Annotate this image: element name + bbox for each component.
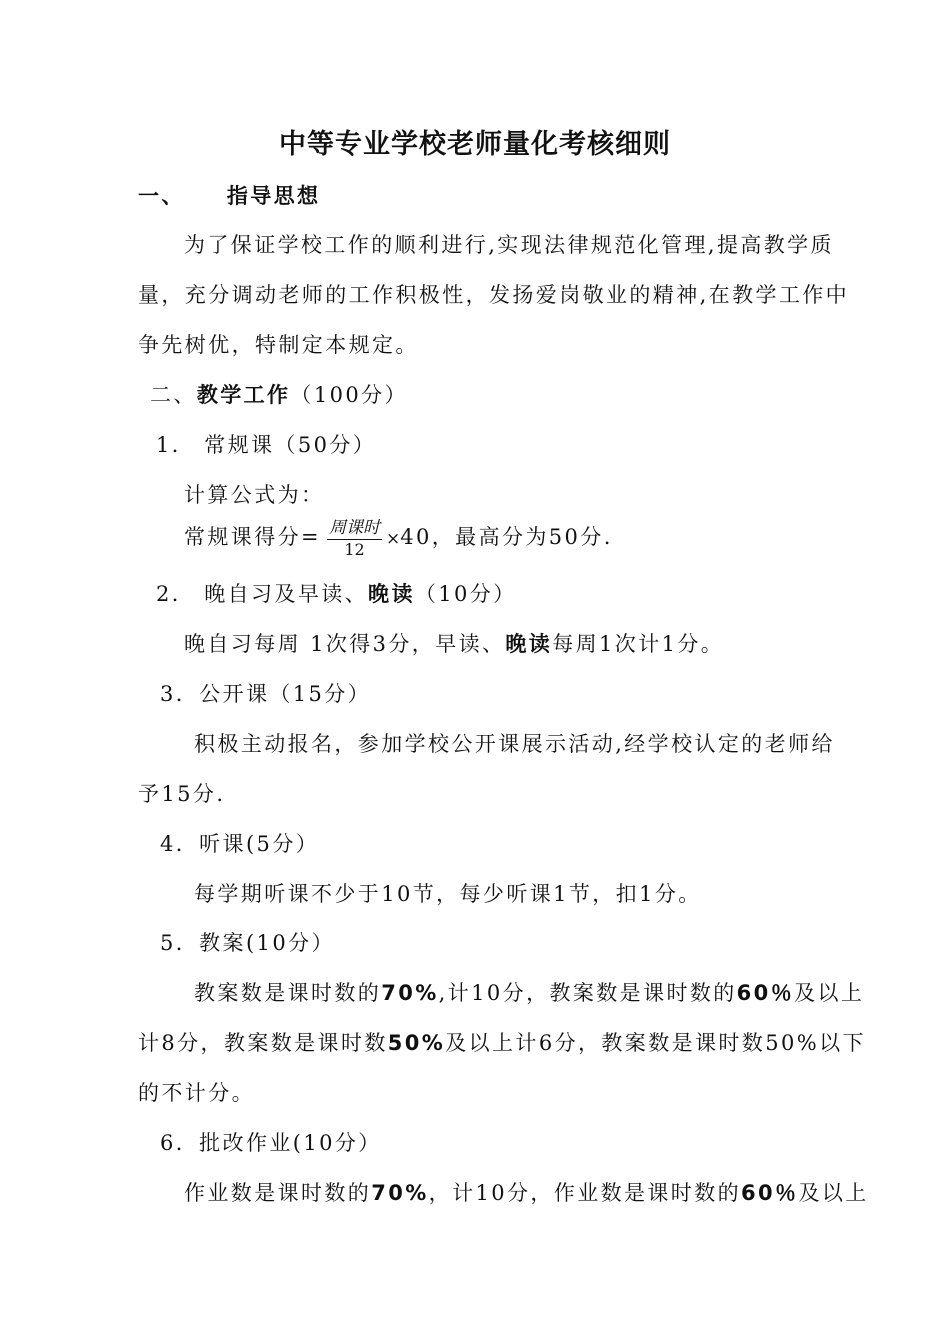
item-5-heading: 5．教案(10分） <box>160 931 335 955</box>
formula-tail: 40，最高分为50分. <box>400 525 613 549</box>
item-1-heading: 1． 常规课（50分） <box>156 433 377 457</box>
item-2-heading-post: （10分） <box>414 582 517 606</box>
item-5-l1-a: 教案数是课时数的 <box>194 981 382 1005</box>
section-2-heading <box>150 381 408 409</box>
item-2-body-pre: 晚自习每周 1次得3分，早读、 <box>184 632 506 656</box>
formula-label: 常规课得分= <box>184 525 321 549</box>
item-2-heading <box>156 580 517 608</box>
section-1-body-line-2: 量，充分调动老师的工作积极性，发扬爱岗敬业的精神,在教学工作中 <box>138 283 850 307</box>
item-5-l1-b: 70% <box>381 981 439 1005</box>
item-3-body-line-2: 予15分. <box>138 782 226 806</box>
item-5-body-line-3: 的不计分。 <box>138 1081 255 1105</box>
item-2-heading-pre: 2． 晚自习及早读、 <box>156 582 369 606</box>
item-5-l2-a: 计8分，教案数是课时数 <box>138 1031 388 1055</box>
section-2-title: 教学工作 <box>196 383 291 407</box>
item-2-body-bold: 晚读 <box>505 632 553 656</box>
item-4-body: 每学期听课不少于10节，每少听课1节，扣1分。 <box>194 882 702 906</box>
document-title: 中等专业学校老师量化考核细则 <box>279 129 671 160</box>
item-5-body-line-1 <box>194 979 864 1007</box>
section-1-heading <box>138 182 320 210</box>
item-6-l1-e: 及以上 <box>798 1181 869 1205</box>
item-5-body-line-2 <box>138 1029 866 1057</box>
item-2-heading-bold: 晚读 <box>368 582 415 606</box>
item-1-formula <box>184 516 613 560</box>
section-1-title: 指导思想 <box>226 184 321 208</box>
formula-denominator: 12 <box>344 539 365 559</box>
section-1-body-line-1: 为了保证学校工作的顺利进行,实现法律规范化管理,提高教学质 <box>184 233 834 257</box>
item-4-heading: 4．听课(5分） <box>160 832 320 856</box>
formula-fraction <box>327 518 382 560</box>
section-1-number: 一、 <box>138 184 185 208</box>
item-6-l1-a: 作业数是课时数的 <box>184 1181 372 1205</box>
item-5-l1-e: 及以上 <box>794 981 865 1005</box>
item-6-body-line-1 <box>184 1179 869 1207</box>
section-2-number: 二、 <box>150 383 197 407</box>
formula-times: × <box>386 529 401 549</box>
item-1-formula-intro: 计算公式为： <box>184 483 325 507</box>
section-2-score: （100分） <box>290 383 408 407</box>
item-3-heading: 3．公开课（15分） <box>160 682 372 706</box>
item-6-l1-b: 70% <box>371 1181 429 1205</box>
formula-numerator: 周课时 <box>329 517 380 538</box>
item-6-heading: 6．批改作业(10分） <box>160 1131 382 1155</box>
item-5-l2-b: 50% <box>387 1031 446 1055</box>
item-6-l1-c: ，计10分，作业数是课时数的 <box>428 1181 741 1205</box>
item-5-l1-c: ,计10分，教案数是课时数的 <box>438 981 737 1005</box>
item-2-body <box>184 630 724 658</box>
item-5-l2-c: 及以上计6分，教案数是课时数50%以下 <box>445 1031 866 1055</box>
item-6-l1-d: 60％ <box>741 1181 799 1205</box>
section-1-body-line-3: 争先树优，特制定本规定。 <box>138 333 419 357</box>
item-3-body-line-1: 积极主动报名，参加学校公开课展示活动,经学校认定的老师给 <box>194 732 835 756</box>
item-5-l1-d: 60％ <box>736 981 795 1005</box>
item-2-body-post: 每周1次计1分。 <box>552 632 725 656</box>
